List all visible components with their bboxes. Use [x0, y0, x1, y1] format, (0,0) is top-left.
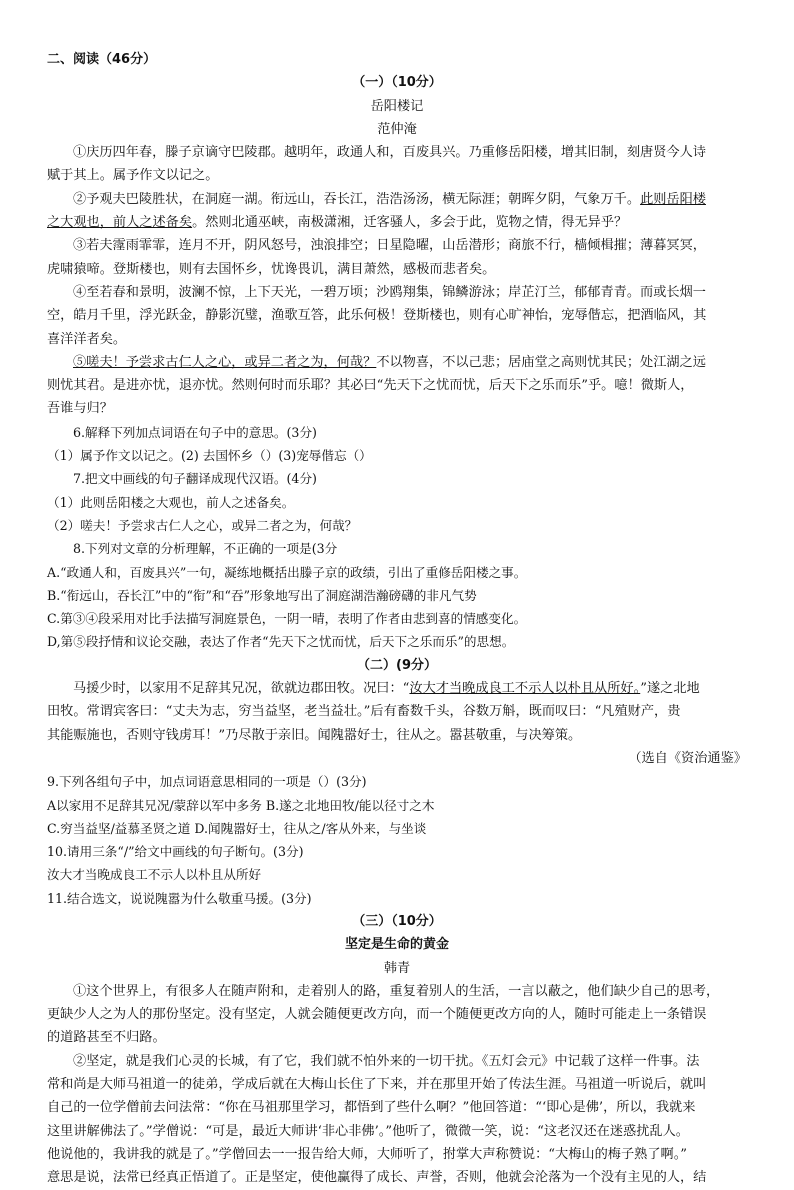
- underlined-sentence: ⑤嗟夫！予尝求古仁人之心，或异二者之为，何哉？: [73, 354, 377, 370]
- question-8-option-b: B.“衔远山，吞长江”中的“衔”和“吞”形象地写出了洞庭湖浩瀚磅礴的非凡气势: [47, 587, 477, 603]
- paragraph-5-line: [47, 351, 747, 374]
- paragraph-line: 意思是说，法常已经真正悟道了。正是坚定，使他赢得了成长、声誉，否则，他就会沦落为一个没有主见的人，结: [47, 1170, 707, 1186]
- paragraph-line: 他说他的，我讲我的就是了。”学僧回去一一报告给大师，大师听了，拊掌大声称赞说：“大梅山的梅子熟了啊。”: [47, 1146, 688, 1162]
- underlined-sentence: 之大观也，前人之述备矣: [47, 215, 193, 231]
- paragraph-2-line: [47, 188, 747, 211]
- source-note: （选自《资治通鉴》: [628, 750, 747, 766]
- paragraph-3-line: 虎啸猿啼。登斯楼也，则有去国怀乡，忧谗畏讥，满目萧然，感极而悲者矣。: [47, 261, 496, 277]
- section-1-author: 范仲淹: [377, 121, 417, 137]
- section-3-author: 韩青: [383, 960, 411, 976]
- question-7: 7.把文中画线的句子翻译成现代汉语。(4分): [73, 471, 317, 487]
- part-title: 二、阅读（46分）: [47, 52, 157, 67]
- passage-2-line: 田牧。常谓宾客曰：“丈夫为志，穷当益坚，老当益壮。”后有畜数千头，谷数万斛，既而叹曰：“凡殖财产，贵: [47, 704, 681, 720]
- question-8: 8.下列对文章的分析理解，不正确的一项是(3分: [73, 541, 338, 557]
- question-10-text: 汝大才当晚成良工不示人以朴且从所好: [47, 867, 262, 883]
- paragraph-2-line: [47, 211, 747, 234]
- question-7-item-2: （2）嗟夫！予尝求古仁人之心，或异二者之为，何哉？: [47, 517, 358, 533]
- section-1-title: 岳阳楼记: [370, 98, 424, 114]
- paragraph-3-line: ③若夫霪雨霏霏，连月不开，阴风怒号，浊浪排空；日星隐曜，山岳潜形；商旅不行，樯倾楫摧；薄暮冥冥，: [73, 238, 706, 254]
- paragraph-1-line: ①庆历四年春，滕子京谪守巴陵郡。越明年，政通人和，百废具兴。乃重修岳阳楼，增其旧制，刻唐贤今人诗: [73, 145, 706, 161]
- question-7-item-1: （1）此则岳阳楼之大观也，前人之述备矣。: [47, 494, 295, 510]
- question-8-option-c: C.第③④段采用对比手法描写洞庭景色，一阴一晴，表明了作者由悲到喜的情感变化。: [47, 611, 527, 627]
- paragraph-5-line: 吾谁与归？: [47, 401, 113, 417]
- question-10: 10.请用三条“/”给文中画线的句子断句。(3分): [47, 844, 304, 860]
- paragraph-line: 更缺少人之为人的那份坚定。没有坚定，人就会随便更改方向，而一个随便更改方向的人，随时可能走上一条错误: [47, 1007, 707, 1023]
- section-3-header: （三）（10分）: [352, 913, 442, 929]
- paragraph-line: 常和尚是大师马祖道一的徒弟，学成后就在大梅山长住了下来，并在那里开始了传法生涯。马祖道一听说后，就叫: [47, 1077, 707, 1093]
- paragraph-5-line: 则忧其君。是进亦忧，退亦忧。然则何时而乐耶？其必曰“先天下之忧而忧，后天下之乐而乐”乎。噫！微斯人，: [47, 378, 694, 394]
- question-9-options-ab: A以家用不足辞其兄况/蒙辞以军中多务 B.遂之北地田牧/能以径寸之木: [47, 797, 435, 813]
- paragraph-line: ②坚定，就是我们心灵的长城，有了它，我们就不怕外来的一切干扰。《五灯会元》中记载了这样一件事。法: [73, 1053, 700, 1069]
- section-1-header: （一）（10分）: [352, 75, 442, 91]
- question-6-items: （1）属予作文以记之。(2) 去国怀乡（）(3)宠辱偕忘（）: [47, 448, 372, 464]
- paragraph-line: 自己的一位学僧前去问法常：“你在马祖那里学习，都悟到了些什么啊？”他回答道：“‘即心是佛’，所以，我就来: [47, 1100, 696, 1116]
- paragraph-2-text: 。然则北通巫峡，南极潇湘，迁客骚人，多会于此，览物之情，得无异乎？: [192, 215, 628, 231]
- question-8-option-a: A.“政通人和，百废具兴”一句，凝练地概括出滕子京的政绩，引出了重修岳阳楼之事。: [47, 564, 527, 580]
- paragraph-2-text: ②予观夫巴陵胜状，在洞庭一湖。衔远山，吞长江，浩浩汤汤，横无际涯；朝晖夕阴，气象万千。: [73, 191, 641, 207]
- exam-page: [47, 48, 747, 1190]
- question-11: 11.结合选文，说说隗嚣为什么敬重马援。(3分): [47, 890, 312, 906]
- underlined-sentence: 汝大才当晚成良工不示人以朴且从所好。: [409, 681, 641, 697]
- question-8-option-d: D,第⑤段抒情和议论交融，表达了作者“先天下之忧而忧，后天下之乐而乐”的思想。: [47, 634, 515, 650]
- passage-2-text: ”遂之北地: [640, 681, 700, 697]
- section-2-header: （二）(9分）: [357, 657, 437, 673]
- question-9: 9.下列各组句子中，加点词语意思相同的一项是（）(3分): [47, 774, 367, 790]
- paragraph-1-line: 赋于其上。属予作文以记之。: [47, 168, 219, 184]
- passage-2-line: [47, 677, 747, 700]
- underlined-sentence: 此则岳阳楼: [640, 191, 706, 207]
- paragraph-4-line: 空，皓月千里，浮光跃金，静影沉璧，渔歌互答，此乐何极！登斯楼也，则有心旷神怡，宠辱偕忘，把酒临风，其: [47, 308, 707, 324]
- paragraph-line: ①这个世界上，有很多人在随声附和，走着别人的路，重复着别人的生活，一言以蔽之，他们缺少自己的思考，: [73, 983, 720, 999]
- question-6: 6.解释下列加点词语在句子中的意思。(3分): [73, 424, 317, 440]
- paragraph-4-line: 喜洋洋者矣。: [47, 331, 127, 347]
- question-9-options-cd: C.穷当益坚/益慕圣贤之道 D.闻隗嚣好士，往从之/客从外来，与坐谈: [47, 820, 427, 836]
- paragraph-line: 这里讲解佛法了。”学僧说：“可是，最近大师讲‘非心非佛’。”他听了，微微一笑，说：“这老汉还在迷惑扰乱人。: [47, 1123, 689, 1139]
- section-3-title: 坚定是生命的黄金: [344, 937, 449, 953]
- paragraph-4-line: ④至若春和景明，波澜不惊，上下天光，一碧万顷；沙鸥翔集，锦鳞游泳；岸芷汀兰，郁郁青青。而或长烟一: [73, 284, 706, 300]
- passage-2-line: 其能赈施也，否则守钱虏耳！”乃尽散于亲旧。闻隗嚣好士，往从之。嚣甚敬重，与决筹策。: [47, 727, 582, 743]
- paragraph-line: 的道路甚至不归路。: [47, 1030, 166, 1046]
- paragraph-5-text: 不以物喜，不以己悲；居庙堂之高则忧其民；处江湖之远: [376, 354, 706, 370]
- passage-2-text: 马援少时，以家用不足辞其兄况，欲就边郡田牧。况曰：“: [73, 681, 410, 697]
